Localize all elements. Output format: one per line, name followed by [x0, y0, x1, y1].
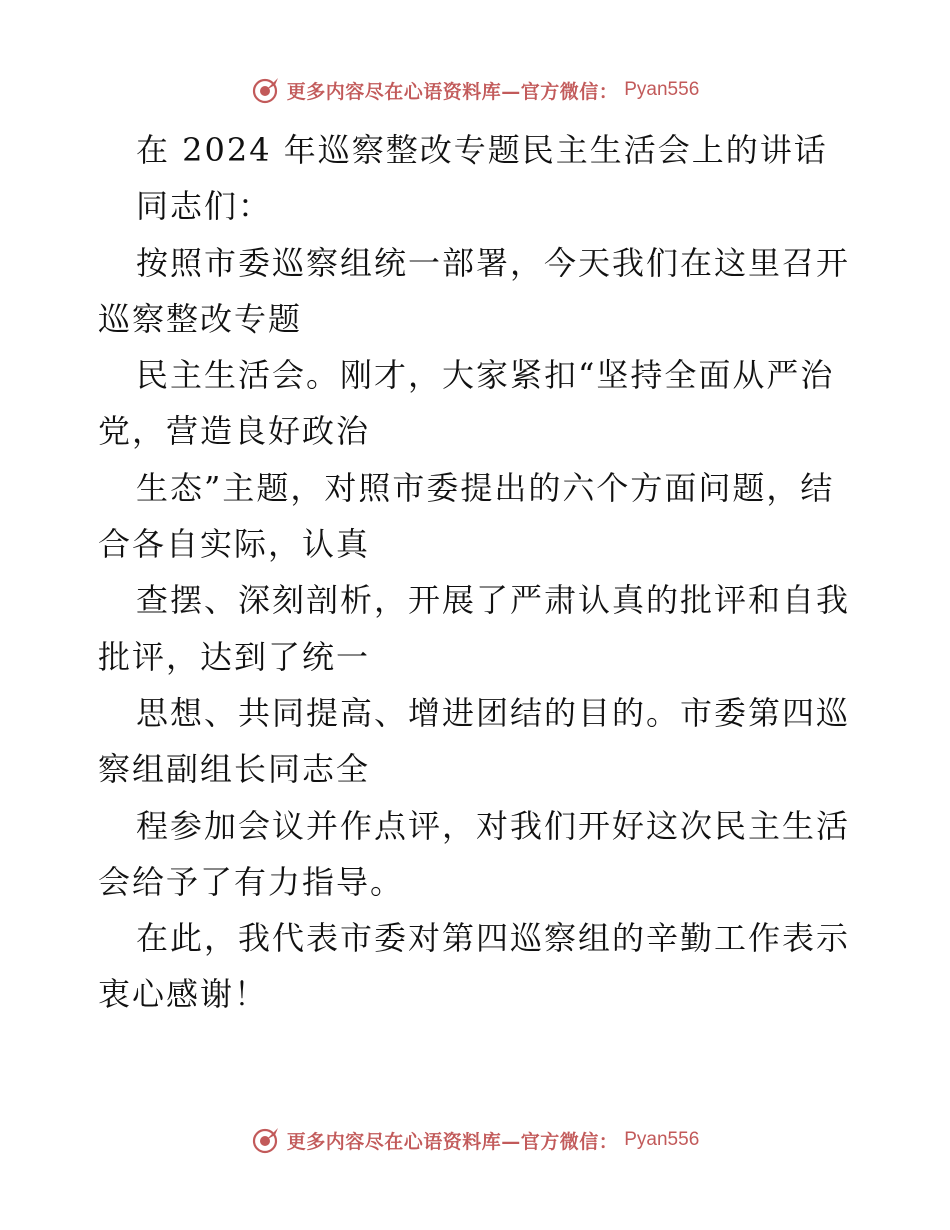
paragraph-line: 会给予了有力指导。: [98, 862, 405, 901]
paragraph-line: 思想、共同提高、增进团结的目的。市委第四巡: [136, 693, 851, 732]
watermark-contact: Pyan556: [624, 79, 700, 100]
document-title: 在 2024 年巡察整改专题民主生活会上的讲话: [136, 131, 828, 169]
quill-logo-icon: [251, 75, 281, 105]
header-watermark: [0, 72, 950, 108]
paragraph-line: 合各自实际，认真: [98, 525, 371, 564]
paragraph-line: 巡察整改专题: [98, 299, 303, 338]
paragraph-line: 察组副组长同志全: [98, 750, 371, 789]
watermark-contact: Pyan556: [624, 1129, 700, 1150]
paragraph-line: 程参加会议并作点评，对我们开好这次民主生活: [136, 806, 851, 845]
paragraph-line: 查摆、深刻剖析，开展了严肃认真的批评和自我: [136, 581, 851, 620]
paragraph-line: 衷心感谢！: [98, 975, 269, 1014]
paragraph-line: 民主生活会。刚才，大家紧扣“坚持全面从严治: [136, 356, 835, 395]
paragraph-line: 生态”主题，对照市委提出的六个方面问题，结: [136, 468, 835, 507]
paragraph-line: 批评，达到了统一: [98, 637, 371, 676]
paragraph-line: 在此，我代表市委对第四巡察组的辛勤工作表示: [136, 919, 851, 958]
paragraph-line: 党，营造良好政治: [98, 412, 371, 451]
footer-watermark: [0, 1122, 950, 1158]
quill-logo-icon: [251, 1125, 281, 1155]
paragraph-line: 按照市委巡察组统一部署，今天我们在这里召开: [136, 243, 851, 282]
watermark-text: 更多内容尽在心语资料库—官方微信：: [286, 1130, 619, 1153]
salutation: 同志们：: [136, 187, 273, 226]
document-body: [98, 122, 858, 1023]
watermark-text: 更多内容尽在心语资料库—官方微信：: [286, 80, 619, 103]
